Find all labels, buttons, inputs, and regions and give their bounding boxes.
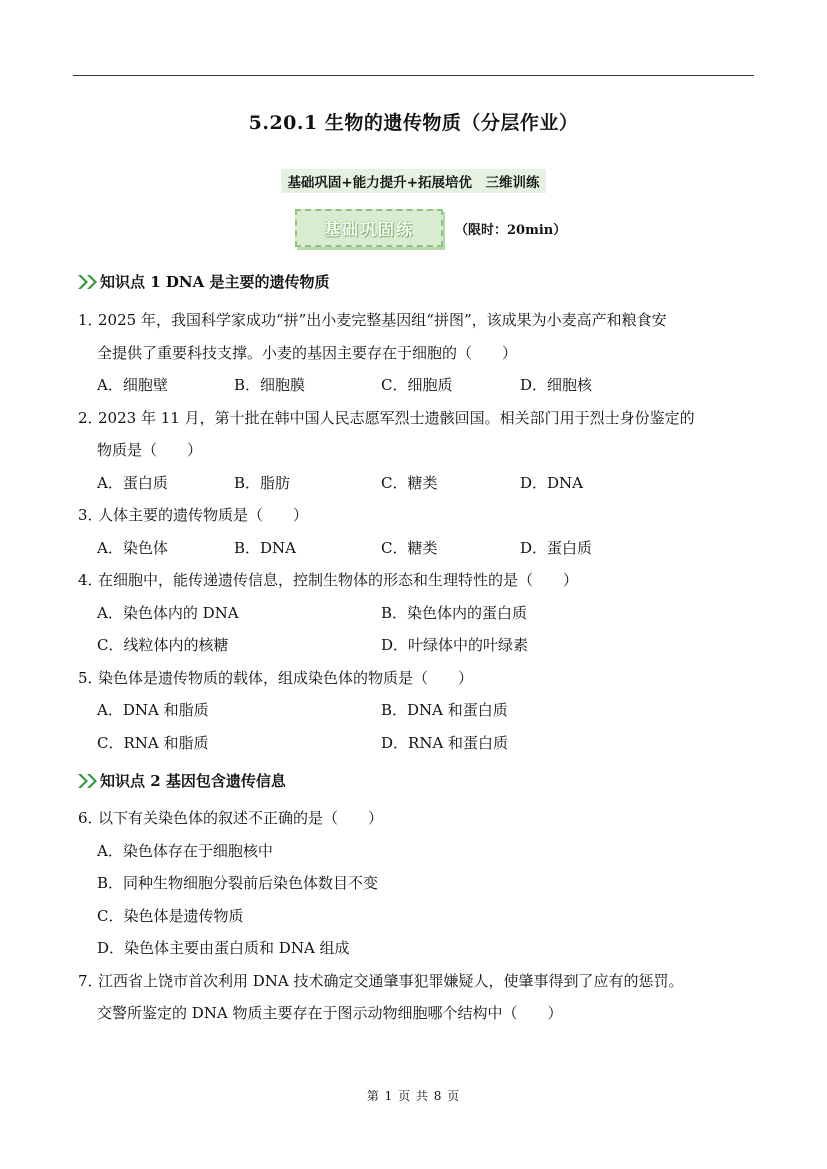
question-number: 3． bbox=[78, 506, 103, 524]
option-c[interactable]: C．RNA 和脂质 bbox=[97, 734, 209, 752]
time-limit: （限时：20min） bbox=[455, 223, 567, 238]
option-d[interactable]: D．RNA 和蛋白质 bbox=[381, 734, 509, 752]
option-a[interactable]: A．DNA 和脂质 bbox=[97, 701, 209, 719]
page-footer: 第 1 页 共 8 页 bbox=[366, 1089, 461, 1103]
question-4 bbox=[78, 564, 757, 597]
header-rule bbox=[73, 75, 754, 76]
question-6 bbox=[78, 802, 757, 835]
option-a[interactable]: A．染色体 bbox=[97, 539, 168, 557]
question-1-continued: 全提供了重要科技支撑。小麦的基因主要存在于细胞的（ ） bbox=[97, 344, 518, 362]
option-c[interactable]: C．糖类 bbox=[381, 539, 438, 557]
question-5 bbox=[78, 662, 757, 695]
question-2 bbox=[78, 402, 757, 435]
option-b[interactable]: B．染色体内的蛋白质 bbox=[381, 604, 528, 622]
option-b[interactable]: B．DNA bbox=[234, 539, 297, 557]
question-number: 7． bbox=[78, 972, 103, 990]
option-d[interactable]: D．细胞核 bbox=[520, 376, 593, 394]
option-d[interactable]: D．叶绿体中的叶绿素 bbox=[381, 636, 529, 654]
question-text: 2025 年，我国科学家成功“拼”出小麦完整基因组“拼图”，该成果为小麦高产和粮食安 bbox=[98, 311, 667, 329]
question-7 bbox=[78, 965, 757, 998]
option-a[interactable]: A．蛋白质 bbox=[97, 474, 168, 492]
option-c[interactable]: C．染色体是遗传物质 bbox=[97, 907, 244, 925]
subtitle-wrap bbox=[0, 169, 827, 193]
option-b[interactable]: B．同种生物细胞分裂前后染色体数目不变 bbox=[97, 874, 379, 892]
option-b[interactable]: B．细胞膜 bbox=[234, 376, 306, 394]
option-b[interactable]: B．脂肪 bbox=[234, 474, 291, 492]
question-2-continued: 物质是（ ） bbox=[97, 441, 203, 459]
question-text: 染色体是遗传物质的载体，组成染色体的物质是（ ） bbox=[98, 669, 474, 687]
section-heading-1 bbox=[78, 271, 329, 292]
section-heading-2 bbox=[78, 770, 286, 791]
option-d[interactable]: D．蛋白质 bbox=[520, 539, 593, 557]
option-c[interactable]: C．糖类 bbox=[381, 474, 438, 492]
question-number: 6． bbox=[78, 809, 103, 827]
question-number: 2． bbox=[78, 409, 103, 427]
section-label: 知识点 1 DNA 是主要的遗传物质 bbox=[100, 273, 330, 291]
question-text: 以下有关染色体的叙述不正确的是（ ） bbox=[98, 809, 384, 827]
option-c[interactable]: C．线粒体内的核糖 bbox=[97, 636, 229, 654]
option-d[interactable]: D．DNA bbox=[520, 474, 584, 492]
question-number: 5． bbox=[78, 669, 103, 687]
option-b[interactable]: B．DNA 和蛋白质 bbox=[381, 701, 508, 719]
question-text: 人体主要的遗传物质是（ ） bbox=[98, 506, 309, 524]
question-number: 1． bbox=[78, 311, 103, 329]
option-a[interactable]: A．细胞壁 bbox=[97, 376, 168, 394]
question-text: 2023 年 11 月，第十批在韩中国人民志愿军烈士遗骸回国。相关部门用于烈士身份鉴定的 bbox=[98, 409, 695, 427]
question-text: 江西省上饶市首次利用 DNA 技术确定交通肇事犯罪嫌疑人，使肇事得到了应有的惩罚。 bbox=[98, 972, 684, 990]
question-number: 4． bbox=[78, 571, 103, 589]
page-title: 5.20.1 生物的遗传物质（分层作业） bbox=[248, 112, 579, 134]
question-7-continued: 交警所鉴定的 DNA 物质主要存在于图示动物细胞哪个结构中（ ） bbox=[97, 1004, 563, 1022]
subtitle: 基础巩固+能力提升+拓展培优 三维训练 bbox=[281, 169, 545, 193]
question-text: 在细胞中，能传递遗传信息，控制生物体的形态和生理特性的是（ ） bbox=[98, 571, 579, 589]
section-label: 知识点 2 基因包含遗传信息 bbox=[100, 772, 286, 790]
double-chevron-icon bbox=[78, 774, 98, 788]
option-a[interactable]: A．染色体内的 DNA bbox=[97, 604, 239, 622]
double-chevron-icon bbox=[78, 275, 98, 289]
option-d[interactable]: D．染色体主要由蛋白质和 DNA 组成 bbox=[97, 939, 350, 957]
option-a[interactable]: A．染色体存在于细胞核中 bbox=[97, 842, 273, 860]
question-3 bbox=[78, 499, 757, 532]
option-c[interactable]: C．细胞质 bbox=[381, 376, 453, 394]
question-1 bbox=[78, 304, 757, 337]
level-badge: 基础巩固练 bbox=[295, 209, 443, 247]
